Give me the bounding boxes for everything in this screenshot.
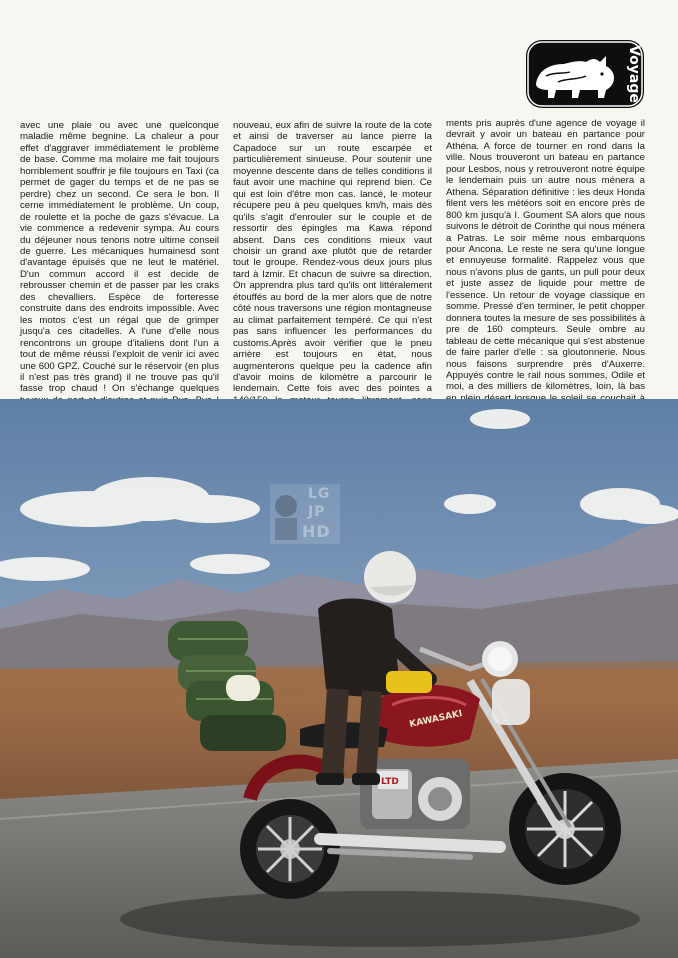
watermark-line-1: LG: [308, 486, 331, 502]
bike-badge-text: LTD: [381, 777, 399, 787]
bike-brand-text: KAWASAKI: [408, 708, 464, 730]
rubric-logo: [526, 40, 644, 108]
photo-illustration: [0, 399, 678, 958]
column-2-text: nouveau, eux afin de suivre la route de la cote et ainsi de traverser au lance pierre la Capadoce sur un route escarpée et particulièrement sinueuse. Pour soutenir une moyenne descente dans de telles conditions il faut avoir une machine qui reprend bien. Ce qui est loin d'être mon cas. lancé, le moteur récupere peu à peu quelques km/h, mais dès qu'ils s'agit d'enrouler sur le couple et de ressortir des épingles ma Kawa répond absent. Dans ces conditions mieux vaut choisir un grand axe plutôt que de retarder tout le groupe. Rendez-vous deux jours plus tard à Izmir. Et chacun de suivre sa direction. On apprendra plus tard qu'ils ont littéralement étouffés au bord de la mer alors que de notre côté nous traversons une région montagneuse au climat parfaitement tempéré. Ce qui n'est pas sans influencer les performances du customs.Après avoir vérifier que le pneu arrière est toujours en état, nous augmenterons quelque peu la cadence afin d'avoir moins de kilomètre a parcourir le lendemain. Cette fois avec des pointes a: [233, 120, 432, 395]
column-3-text: ments pris auprès d'une agence de voyage il devrait y avoir un bateau en partance pour Athéna. A force de tourner en rond dans la ville. Nous trouveront un bateau en partance pour Lesbos, nous y retrouveront notre équipe le lendemain puis un autre nous ménera a Athena. Séparation définitive : les deux Honda filent vers les météors soit en encore près de 800 km jusqu'à I. Goument SA alors que nous suivons le détroit de Corinthe qui nous ménera a Patras. Le soir même nous embarquons pour Ancona. Le reste ne sera qu'une longue et ennuyeuse formalité. Rappelez vous que nous n'avons plus de gants, un pull pour deux et juste assez de liquide pour mettre de l'essence. Un retour de voyage classique en somme. Pressé d'en terminer, le petit chopper donnera toutes la mesure de ses possibilités à pre de 160 compteurs. Seule ombre au tableau de cette mécanique qui s'est abstenue de faire parler d'elle : sa gloutonnerie. Nous nous faisons surprendre près d'Auxerre. Appuyés contre le rail nous sommes, Odile et moi, a des milliers de kilomètres, loin, là bas: [446, 118, 645, 393]
column-1-text: avec une plaie ou avec une quelconque maladie même begnine. La chaleur a pour effet d'aggraver immédiatement le problème de base. Comme ma molaire me fait toujours horriblement souffrir je file toujours en Taxi (ca permet de gager du temps et de ne pas se perdre) chez un second. Ce sera le bon. Il cerne immédiatement le problème. Un coup, de roulette et la poche de gazs s'évacue. La vie commence a redevenir sympa. Au cours du déjeuner nous tenons notre ultime conseil de guerre. Les mécaniques humainesd sont d'avantage épuisés que ne leut le matériel. D'un commun accord il est decide de rebrousser chemin et de passer par les craks des chevalliers. Espèce de forteresse construite dans des endroits impossible. Avec les motos c'est un régal que de grimper jusqu'a ces citadelles. A l'une d'elle nous rencontrons un groupe d'italiens dont l'un a tout de même réussi l'exploit de venir ici avec une 600 GPZ. Couché sur le réservoir (en plus il n'est pas très grand) il ne trouve pas qu'il fasse trop chaud ! On s'échange quelques: [20, 120, 219, 395]
rhinoceros-icon: [526, 40, 644, 108]
logo-text: Voyage: [626, 45, 642, 103]
watermark-line-2: JP: [308, 504, 326, 520]
watermark-line-3: HD: [302, 522, 331, 541]
motorcycle-photo: [0, 399, 678, 958]
watermark: [270, 484, 340, 544]
